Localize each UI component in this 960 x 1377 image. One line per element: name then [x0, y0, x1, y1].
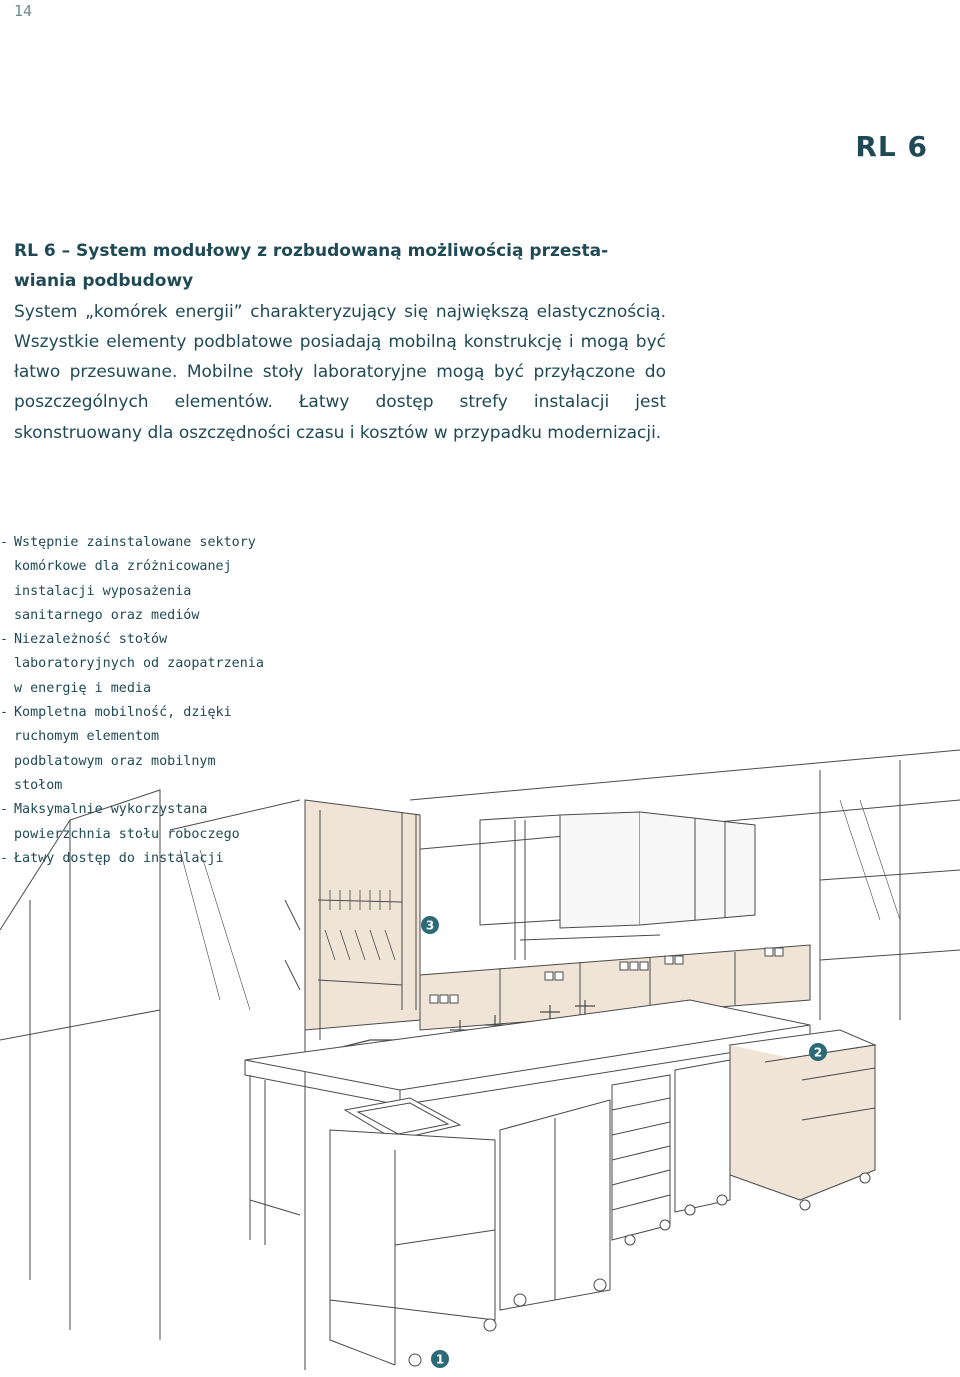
intro-heading [14, 236, 666, 297]
callout-2-label: 2 [813, 1045, 823, 1060]
feature-item: - Łatwy dostęp do instalacji [0, 850, 224, 866]
callout-3-label: 3 [425, 918, 435, 933]
callout-2 [809, 1043, 827, 1061]
intro-text [14, 236, 666, 448]
intro-heading-line: wiania podbudowy [14, 271, 194, 292]
wall-cabinets [480, 812, 755, 960]
feature-item: - Kompletna mobilność, dzięki ruchomym elementom podblatowym oraz mobilnym stołom [0, 705, 232, 793]
intro-heading-line: RL 6 – System modułowy z rozbudowaną możliwością przesta- [14, 241, 609, 261]
mobile-side-table [730, 1030, 875, 1210]
feature-item: - Niezależność stołów laboratoryjnych od zaopatrzenia w energię i media [0, 632, 264, 696]
table-frame [250, 1075, 300, 1245]
page-number: 14 [14, 2, 33, 20]
callout-3 [421, 916, 439, 934]
feature-item: - Wstępnie zainstalowane sektory komórkowe dla zróżnicowanej instalacji wyposażenia sanitarnego oraz mediów [0, 535, 256, 623]
model-code: RL 6 [855, 130, 928, 163]
feature-list [0, 531, 290, 871]
callout-1-label: 1 [435, 1352, 445, 1367]
callout-1 [431, 1350, 449, 1368]
feature-item: - Maksymalnie wykorzystana powierzchnia stołu roboczego [0, 802, 240, 842]
intro-body: System „komórek energii” charakteryzujący się największą elastycznością. Wszystkie elementy podblatowe posiadają mobilną konstrukcję i mogą być łatwo przesuwane. Mobilne stoły laboratoryjne mogą być przyłączone do poszczególnych elementów. Łatwy dostęp strefy instalacji jest skonstruowany dla oszczędności czasu i kosztów w przypadku modernizacji. [14, 301, 666, 443]
